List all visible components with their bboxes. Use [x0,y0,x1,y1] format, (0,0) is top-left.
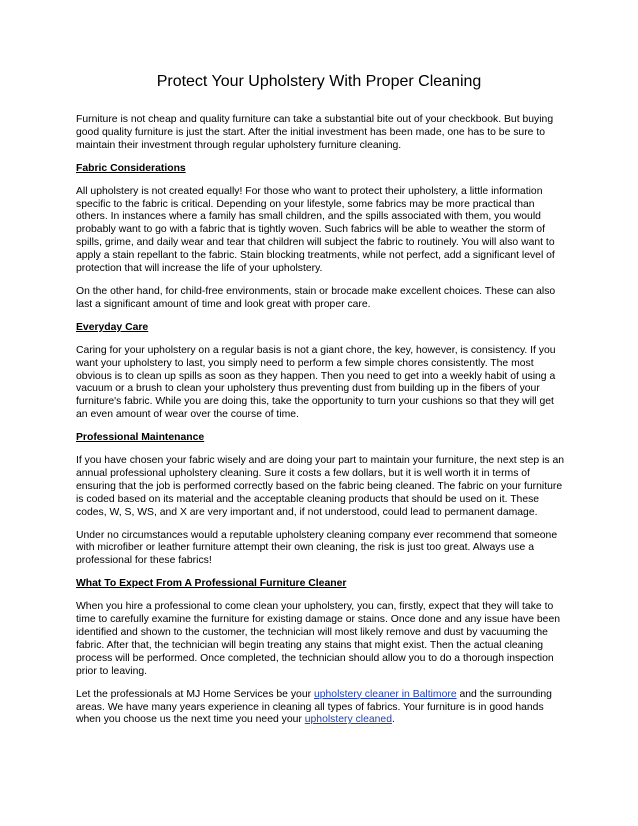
closing-text-1: Let the professionals at MJ Home Services be your [76,688,314,700]
upholstery-cleaned-link[interactable]: upholstery cleaned [304,714,392,726]
fabric-paragraph-2: On the other hand, for child-free environments, stain or brocade make excellent choices. These can also last a significant amount of time and look great with proper care. [76,285,556,310]
closing-text-3: . [391,714,395,726]
intro-paragraph: Furniture is not cheap and quality furniture can take a substantial bite out of your checkbook. But buying good quality furniture is just the start. After the initial investment has been made, one has to be sure to maintain their investment through regular upholstery furniture cleaning. [76,114,554,151]
closing-paragraph [76,689,566,728]
section-heading-everyday-care: Everyday Care [76,321,149,333]
document-body [76,114,566,737]
maintenance-paragraph-2: Under no circumstances would a reputable upholstery cleaning company ever recommend that someone with microfiber or leather furniture attempt their own cleaning, the risk is just too great. Always use a professional for these fabrics! [76,529,558,567]
upholstery-cleaner-baltimore-link[interactable]: upholstery cleaner in Baltimore [313,688,457,700]
fabric-paragraph-1: All upholstery is not created equally! For those who want to protect their upholstery, a little information specific to the fabric is critical. Depending on your lifestyle, some fabrics may be more practical than others. In instances where a family has small children, and the spills associated with them, you would probably want to go with a fabric that is tightly woven. Such fabrics will be able to weather the storm of spills, grime, and daily wear and tear that children will subject the fabric to routinely. You will also want to apply a stain repellant to the fabric. Stain blocking treatments, while not perfect, add a significant level of protection that will increase the life of your upholstery. [76,185,555,275]
page-title: Protect Your Upholstery With Proper Cleaning [156,73,482,90]
maintenance-paragraph-1: If you have chosen your fabric wisely and are doing your part to maintain your furniture, the next step is an annual professional upholstery cleaning. Sure it costs a few dollars, but it is well worth it in terms of ensuring that the job is performed correctly based on the fabric being cleaned. The fabric on your furniture is coded based on its material and the acceptable cleaning products that should be used on it. These codes, W, S, WS, and X are very important and, if not understood, could lead to permanent damage. [76,455,565,518]
section-heading-professional-maintenance: Professional Maintenance [76,432,205,444]
closing-text-2: and the surrounding areas. We have many years experience in cleaning all types of fabrics. Your furniture is in good hands when you choose us the next time you need your [76,688,552,726]
everyday-care-paragraph: Caring for your upholstery on a regular basis is not a giant chore, the key, however, is consistency. If you want your upholstery to last, you simply need to perform a few simple chores consistently. The most obvious is to clean up spills as soon as they happen. Then you need to get into a weekly habit of using a vacuum or a brush to clean your upholstery thus preventing dust from building up in the fibers of your furniture's fabric. While you are doing this, take the opportunity to turn your cushions so that they will get an even amount of wear over the course of time. [76,344,556,421]
section-heading-fabric-considerations: Fabric Considerations [76,162,186,174]
what-to-expect-paragraph: When you hire a professional to come clean your upholstery, you can, firstly, expect that they will take to time to carefully examine the furniture for existing damage or stains. Once done and any issue have been identified and shown to the customer, the technician will most likely remove and dust by vacuuming the fabric. After that, the technician will begin treating any stains that might exist. Then the actual cleaning process will be performed. Once completed, the technician should allow you to do a thorough inspection prior to leaving. [76,601,561,677]
section-heading-what-to-expect: What To Expect From A Professional Furniture Cleaner [76,578,347,590]
